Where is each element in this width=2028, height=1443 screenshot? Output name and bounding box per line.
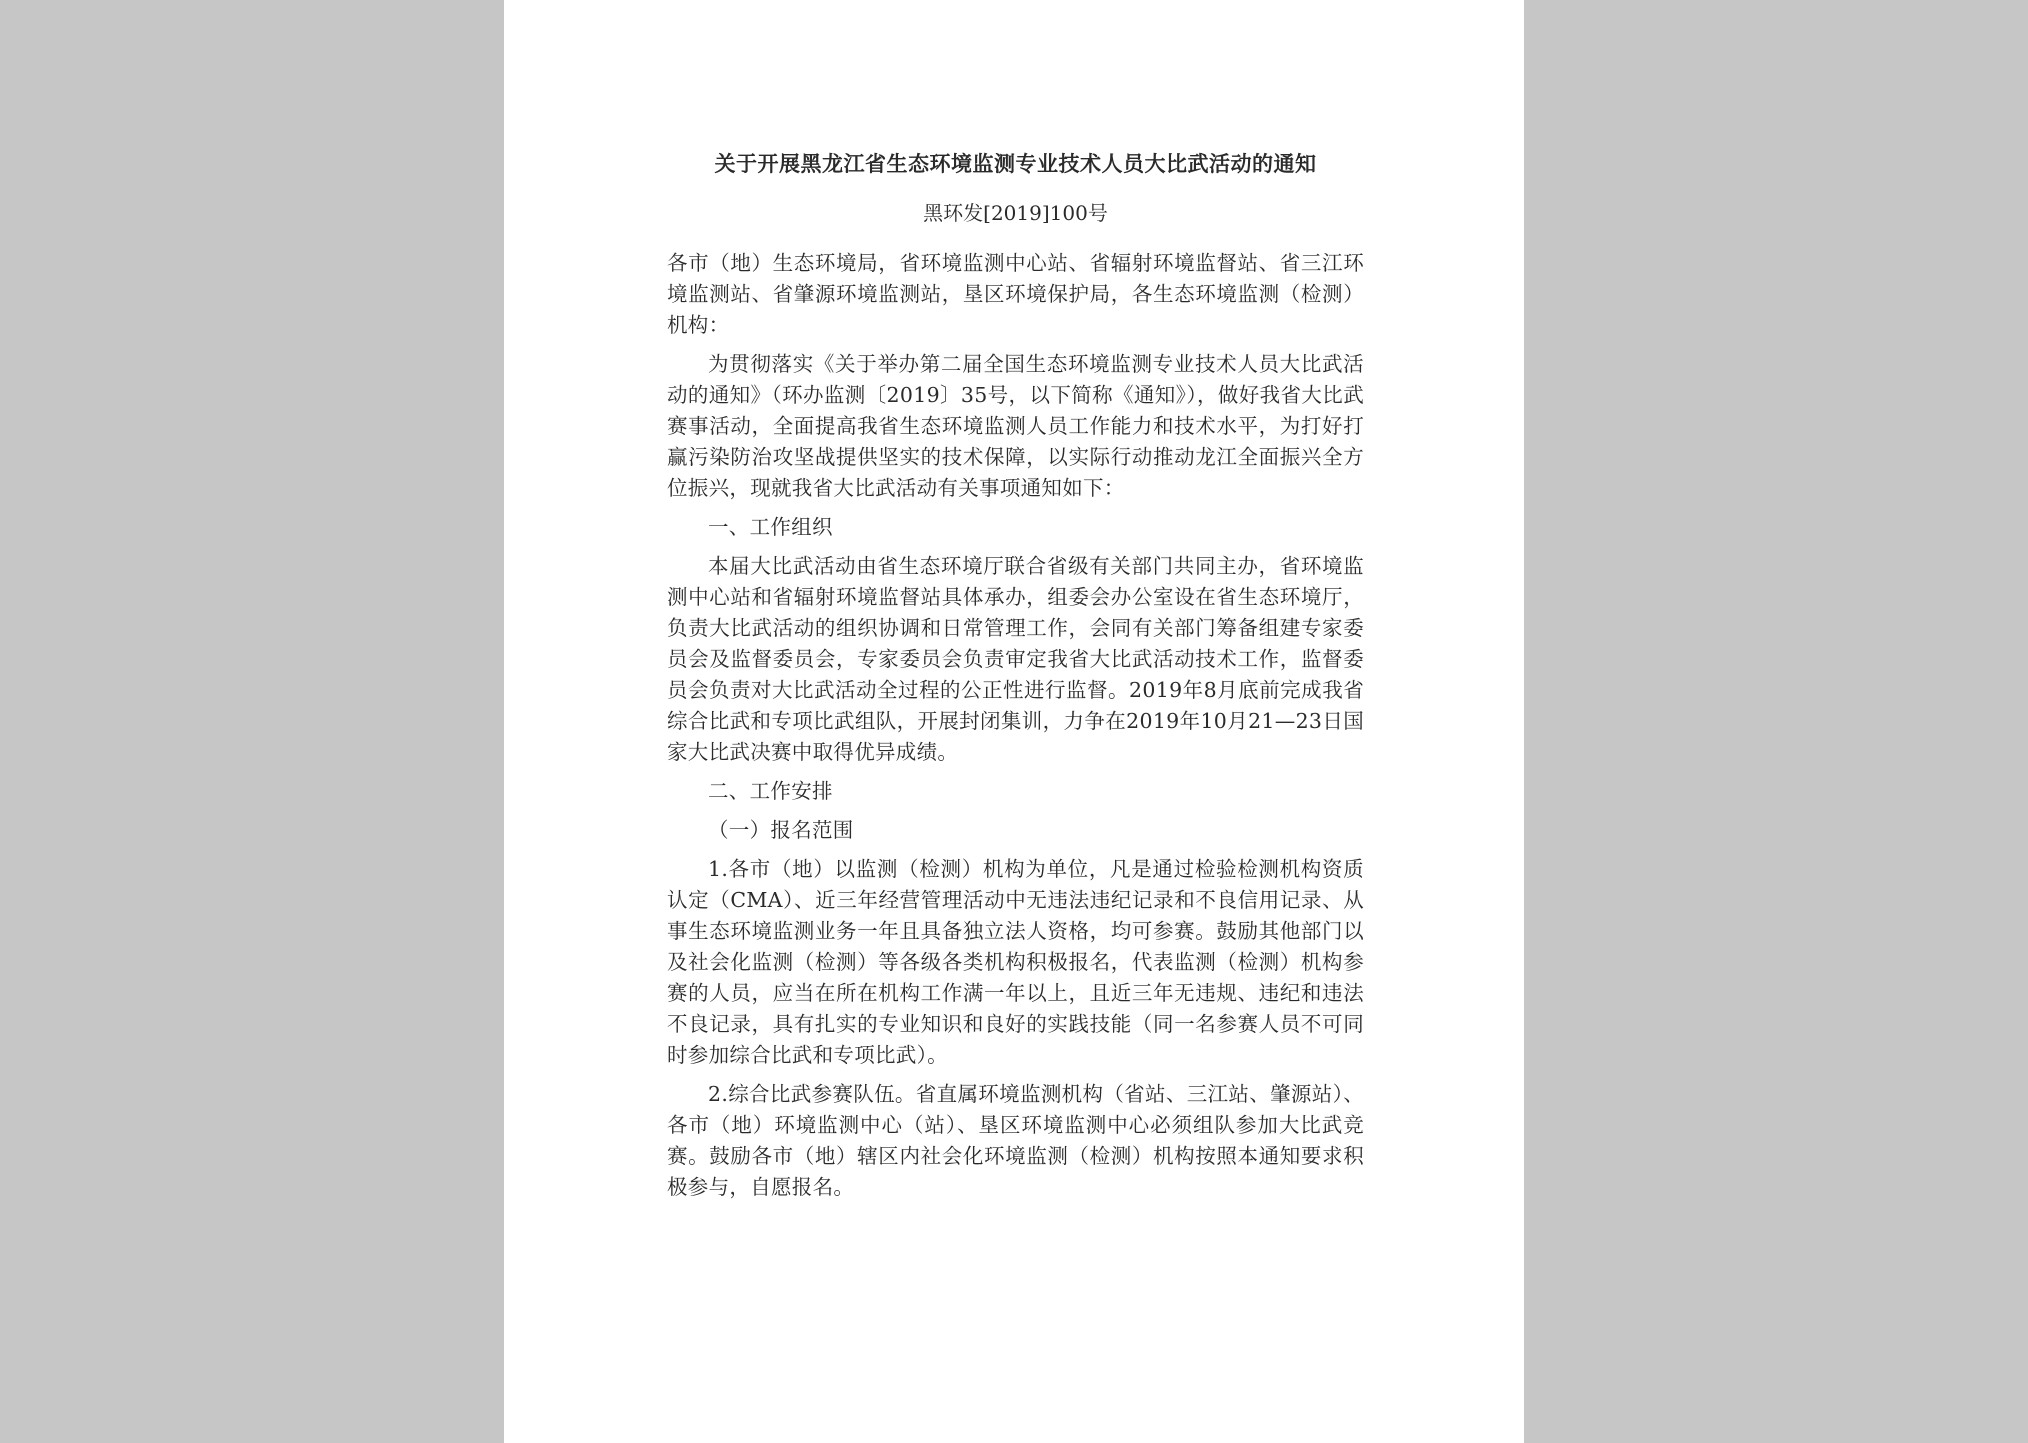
intro-paragraph: 为贯彻落实《关于举办第二届全国生态环境监测专业技术人员大比武活动的通知》（环办监测〔2019〕35号，以下简称《通知》），做好我省大比武赛事活动，全面提高我省生态环境监测人员工作能力和技术水平，为打好打赢污染防治攻坚战提供坚实的技术保障，以实际行动推动龙江全面振兴全方位振兴，现就我省大比武活动有关事项通知如下： <box>667 352 1364 500</box>
document-title: 关于开展黑龙江省生态环境监测专业技术人员大比武活动的通知 <box>714 152 1317 176</box>
subsection-heading-registration-scope: （一）报名范围 <box>708 818 854 842</box>
document-page <box>504 0 1524 1443</box>
registration-item-1: 1.各市（地）以监测（检测）机构为单位，凡是通过检验检测机构资质认定（CMA）、近三年经营管理活动中无违法违纪记录和不良信用记录、从事生态环境监测业务一年且具备独立法人资格，均可参赛。鼓励其他部门以及社会化监测（检测）等各级各类机构积极报名，代表监测（检测）机构参赛的人员，应当在所在机构工作满一年以上，且近三年无违规、违纪和违法不良记录，具有扎实的专业知识和良好的实践技能（同一名参赛人员不可同时参加综合比武和专项比武）。 <box>667 857 1364 1067</box>
salutation-paragraph: 各市（地）生态环境局，省环境监测中心站、省辐射环境监督站、省三江环境监测站、省肇源环境监测站，垦区环境保护局，各生态环境监测（检测）机构： <box>667 251 1364 337</box>
document-number: 黑环发[2019]100号 <box>923 201 1108 225</box>
section-heading-organization: 一、工作组织 <box>708 515 833 539</box>
registration-item-2: 2.综合比武参赛队伍。省直属环境监测机构（省站、三江站、肇源站）、各市（地）环境监测中心（站）、垦区环境监测中心必须组队参加大比武竞赛。鼓励各市（地）辖区内社会化环境监测（检测）机构按照本通知要求积极参与，自愿报名。 <box>667 1082 1364 1199</box>
section-heading-arrangement: 二、工作安排 <box>708 779 833 803</box>
organization-paragraph: 本届大比武活动由省生态环境厅联合省级有关部门共同主办，省环境监测中心站和省辐射环境监督站具体承办，组委会办公室设在省生态环境厅，负责大比武活动的组织协调和日常管理工作，会同有关部门筹备组建专家委员会及监督委员会，专家委员会负责审定我省大比武活动技术工作，监督委员会负责对大比武活动全过程的公正性进行监督。2019年8月底前完成我省综合比武和专项比武组队，开展封闭集训，力争在2019年10月21—23日国家大比武决赛中取得优异成绩。 <box>667 554 1364 764</box>
